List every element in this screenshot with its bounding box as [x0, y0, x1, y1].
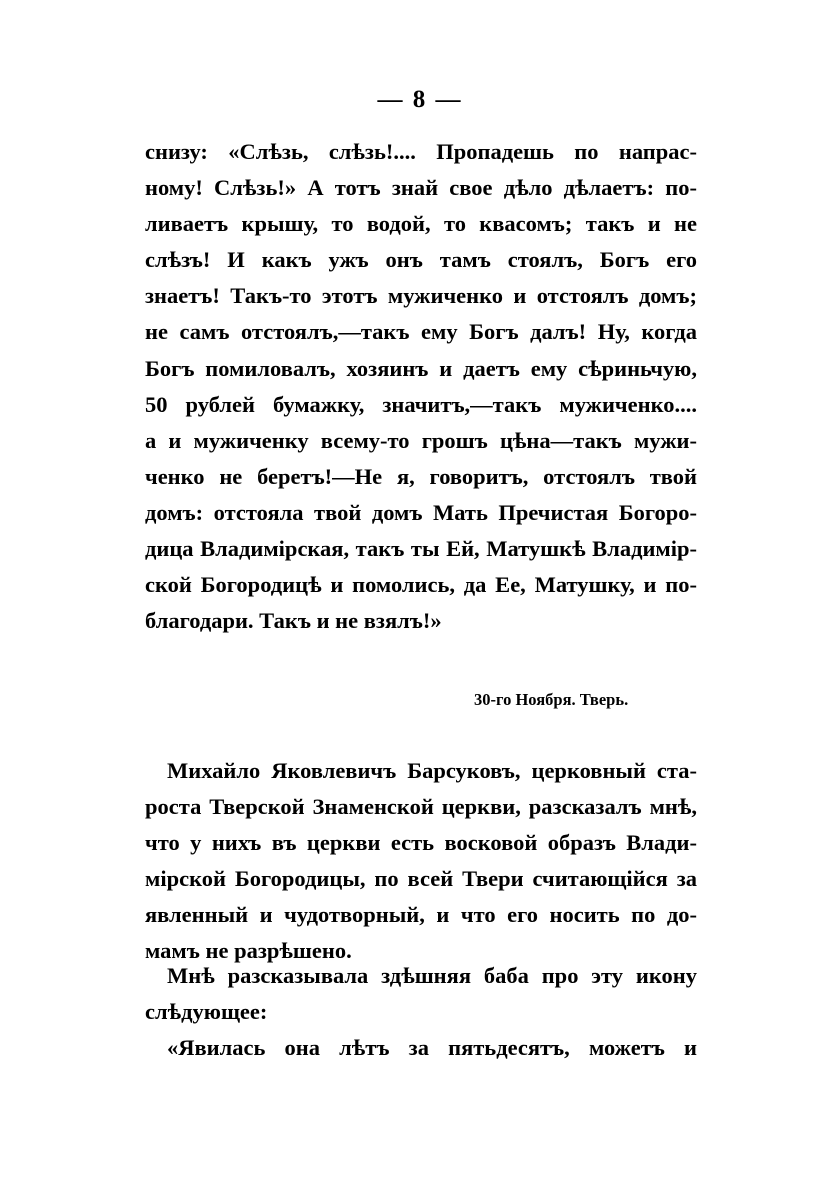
text-line: что у нихъ въ церкви есть восковой образъ Влади- [145, 830, 697, 856]
text-line: ской Богородицѣ и помолись, да Ее, Матушку, и по- [145, 572, 697, 598]
text-line: ному! Слѣзь!» А тотъ знай свое дѣло дѣлаетъ: по- [145, 175, 697, 201]
dateline: 30-го Ноября. Тверь. [474, 690, 629, 709]
text-line: не самъ отстоялъ,—такъ ему Богъ далъ! Ну, когда [145, 319, 697, 345]
paragraph-quote-start [145, 1030, 697, 1066]
text-line: а и мужиченку всему-то грошъ цѣна—такъ мужи- [145, 427, 697, 453]
text-line: домъ: отстояла твой домъ Мать Пречистая Богоро- [145, 499, 697, 525]
page-number: — 8 — [377, 86, 463, 113]
text-line: дица Владимiрская, такъ ты Ей, Матушкѣ Владимiр- [145, 536, 697, 562]
text-line: мамъ не разрѣшено. [145, 938, 352, 964]
text-line: снизу: «Слѣзь, слѣзь!.... Пропадешь по напрас- [145, 139, 697, 164]
text-line: благодари. Такъ и не взялъ!» [145, 608, 442, 634]
text-line: мiрской Богородицы, по всей Твери считающiйся за [145, 866, 697, 892]
paragraph-barsukov [145, 753, 697, 970]
text-line: ченко не беретъ!—Не я, говоритъ, отстоялъ твой [145, 463, 697, 489]
text-line: Михайло Яковлевичъ Барсуковъ, церковный ста- [167, 758, 697, 783]
paragraph-continued-story [145, 134, 697, 639]
text-line: знаетъ! Такъ-то этотъ мужиченко и отстоялъ домъ; [145, 283, 697, 309]
text-line: «Явилась она лѣтъ за пятьдесятъ, можетъ и [167, 1035, 697, 1060]
paragraph-baba-story [145, 958, 697, 1030]
text-line: Богъ помиловалъ, хозяинъ и даетъ ему сѣриньчую, [145, 355, 697, 381]
text-line: ливаетъ крышу, то водой, то квасомъ; такъ и не [145, 211, 697, 237]
text-line: явленный и чудотворный, и что его носить по до- [145, 902, 697, 928]
text-line: Мнѣ разсказывала здѣшняя баба про эту икону [167, 963, 697, 988]
text-line: слѣдующее: [145, 999, 268, 1025]
text-line: роста Тверской Знаменской церкви, разсказалъ мнѣ, [145, 794, 697, 820]
text-line: слѣзъ! И какъ ужъ онъ тамъ стоялъ, Богъ его [145, 247, 697, 273]
text-line: 50 рублей бумажку, значитъ,—такъ мужиченко.... [145, 391, 697, 417]
